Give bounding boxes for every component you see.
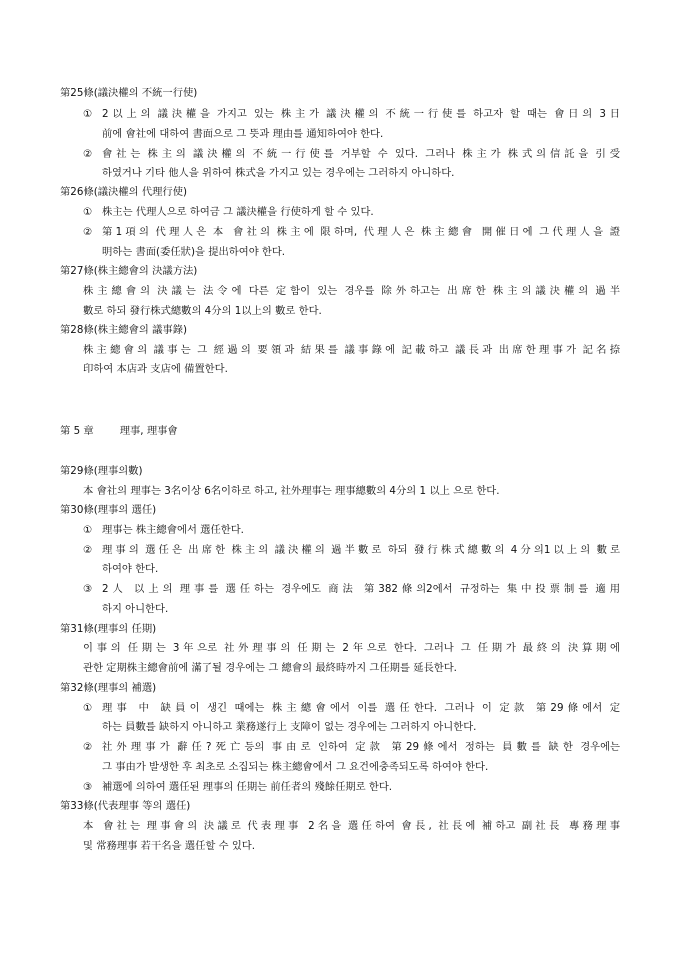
article-26-item-2-line-2: 明하는 書面(委任狀)을 提出하여야 한다. — [102, 246, 286, 258]
chapter-5-title: 理事, 理事會 — [119, 425, 178, 437]
article-27-heading: 第27條(株主總會의 決議方法) — [60, 265, 198, 277]
article-30-item-3-line-2: 하지 아니한다. — [102, 603, 169, 615]
article-27-text-line-1: 株主總會의 決議는 法令에 다른 定함이 있는 경우를 除外하고는 出席한 株主의議決權의 過半 — [83, 285, 620, 297]
article-32-item-3-number: ③ — [83, 781, 93, 793]
article-32-item-2-line-2: 그 事由가 발생한 후 최초로 소집되는 株主總會에서 그 요건에충족되도록 하여야 한다. — [102, 761, 489, 773]
article-31-text-line-2: 관한 定期株主總會前에 滿了될 경우에는 그 總會의 最終時까지 그任期를 延長한다. — [83, 662, 457, 674]
article-26-item-2-number: ② — [83, 226, 93, 238]
article-30-item-1-line-1: 理事는 株主總會에서 選任한다. — [102, 524, 244, 536]
article-25-item-2-line-2: 하였거나 기타 他人을 위하여 株式을 가지고 있는 경우에는 그러하지 아니하다. — [102, 167, 455, 179]
article-30-item-3-line-1: 2人 以上의 理事를 選任하는 경우에도 商法 第382條의2에서 규정하는 集中投票制를 適用 — [102, 583, 620, 595]
article-31-text-line-1: 이事의 任期는 3年으로 社外理事의 任期는 2年으로 한다. 그러나 그 任期가 最終의 決算期에 — [83, 642, 620, 654]
article-30-item-2-number: ② — [83, 544, 93, 556]
article-32-item-1-line-2: 하는 員數를 缺하지 아니하고 業務遂行上 支障이 없는 경우에는 그러하지 아니한다. — [102, 721, 477, 733]
article-32-heading: 第32條(理事의 補選) — [60, 682, 157, 694]
article-25-item-1-number: ① — [83, 108, 93, 120]
article-26-item-1-number: ① — [83, 206, 93, 218]
article-32-item-3-line-1: 補選에 의하여 選任된 理事의 任期는 前任者의 殘餘任期로 한다. — [102, 781, 393, 793]
chapter-5-heading — [60, 424, 178, 438]
article-32-item-1-line-1: 理事 中 缺員이 생긴 때에는 株主總會에서 이를 選任한다. 그러나 이 定款 第29條에서 定 — [102, 702, 620, 714]
article-32-item-2-line-1: 社外理事가 辭任?死亡등의 事由로 인하여 定款 第29條에서 정하는 員數를 缺한 경우에는 — [102, 741, 620, 753]
article-32-item-2-number: ② — [83, 741, 93, 753]
article-27-text-line-2: 數로 하되 發行株式總數의 4分의 1以上의 數로 한다. — [83, 305, 322, 317]
article-25-item-2-number: ② — [83, 148, 93, 160]
article-30-item-3-number: ③ — [83, 583, 93, 595]
article-31-heading: 第31條(理事의 任期) — [60, 623, 157, 635]
article-28-heading: 第28條(株主總會의 議事錄) — [60, 324, 188, 336]
article-30-item-1-number: ① — [83, 524, 93, 536]
article-25-item-2-line-1: 會社는 株主의 議決權의 不統一行使를 거부할 수 있다. 그러나 株主가 株式의信託을 引受 — [102, 148, 620, 160]
article-33-heading: 第33條(代表理事 等의 選任) — [60, 800, 191, 812]
article-26-item-2-line-1: 第1項의 代理人은 本 會社의 株主에 限하며, 代理人은 株主總會 開催日에 그代理人을 證 — [102, 226, 620, 238]
article-25-item-1-line-1: 2以上의 議決權을 가지고 있는 株主가 議決權의 不統一行使를 하고자 할 때는 會日의 3日 — [102, 108, 620, 120]
article-25-item-1-line-2: 前에 會社에 대하여 書面으로 그 뜻과 理由를 通知하여야 한다. — [102, 128, 384, 140]
article-29-text-line-1: 本 會社의 理事는 3名이상 6名이하로 하고, 社外理事는 理事總數의 4分의 1 以上 으로 한다. — [83, 485, 500, 497]
article-28-text-line-2: 印하여 本店과 支店에 備置한다. — [83, 363, 228, 375]
article-30-item-2-line-1: 理事의 選任은 出席한 株主의 議決權의 過半數로 하되 發行株式總數의 4分의1以上의 數로 — [102, 544, 620, 556]
article-28-text-line-1: 株主總會의 議事는 그 經過의 要領과 結果를 議事錄에 記載하고 議長과 出席한理事가 記名捺 — [83, 344, 620, 356]
article-33-text-line-1: 本 會社는 理事會의 決議로 代表理事 2名을 選任하여 會長, 社長에 補하고 副社長 專務理事 — [83, 820, 620, 832]
article-32-item-1-number: ① — [83, 702, 93, 714]
article-25-heading: 第25條(議決權의 不統一行使) — [60, 87, 198, 99]
article-26-item-1-line-1: 株主는 代理人으로 하여금 그 議決權을 行使하게 할 수 있다. — [102, 206, 374, 218]
article-33-text-line-2: 및 常務理事 若干名을 選任할 수 있다. — [83, 840, 255, 852]
article-26-heading: 第26條(議決權의 代理行使) — [60, 186, 188, 198]
article-29-heading: 第29條(理事의數) — [60, 465, 143, 477]
chapter-5-number: 第 5 章 — [60, 425, 94, 437]
article-30-item-2-line-2: 하여야 한다. — [102, 563, 159, 575]
article-30-heading: 第30條(理事의 選任) — [60, 504, 157, 516]
